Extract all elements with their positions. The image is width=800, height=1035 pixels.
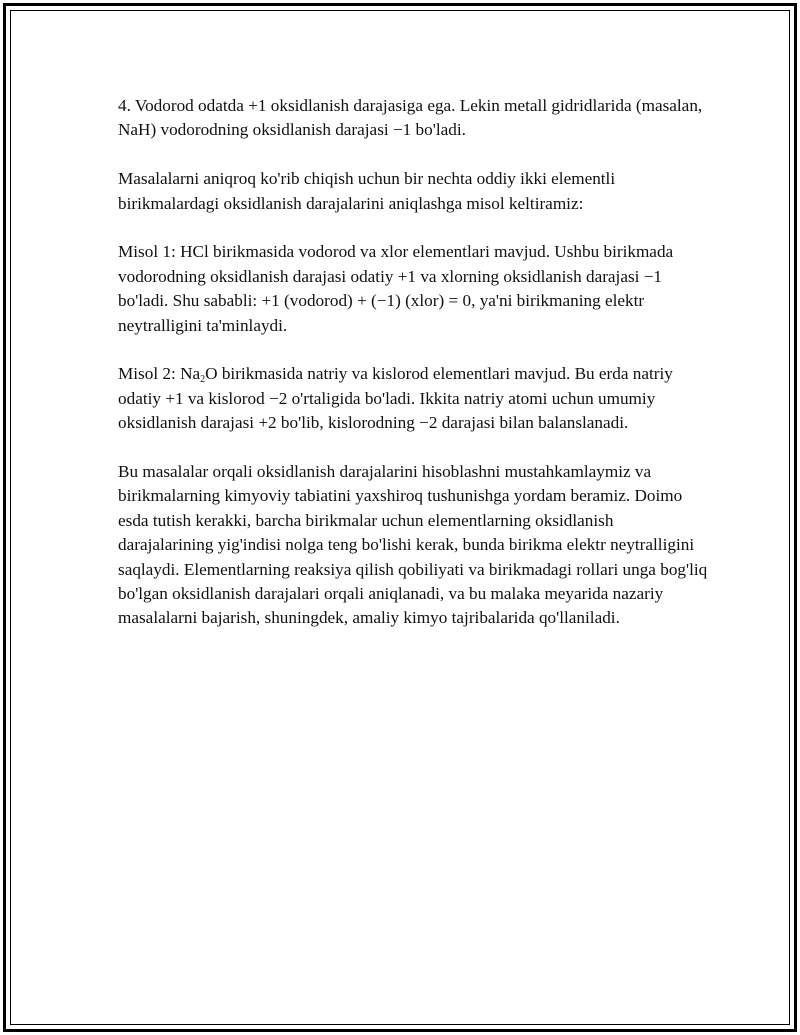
paragraph-example-2 [118,362,708,435]
paragraph-text: 4. Vodorod odatda +1 oksidlanish darajasiga ega. Lekin metall gidridlarida (masalan, NaH) vodorodning oksidlanish darajasi −1 bo'ladi. [118,96,703,140]
paragraph-text: Bu masalalar orqali oksidlanish darajalarini hisoblashni mustahkamlaymiz va birikmalarning kimyoviy tabiatini yaxshiroq tushunishga yordam beramiz. Doimo esda tutish kerakki, barcha birikmalar uchun elementlarning oksidlanish darajalarining yig'indisi nolga teng bo'lishi kerak, bunda birikma elektr neytralligini saqlaydi. Elementlarning reaksiya qilish qobiliyati va birikmadagi rollari unga bog'liq bo'lgan oksidlanish darajalari orqali aniqlanadi, va bu malaka meyarida nazariy masalalarni bajarish, shuningdek, amaliy kimyo tajribalarida qo'llaniladi. [118,462,708,628]
document-body [118,94,708,655]
paragraph-text-prefix: Misol 2: Na [118,364,201,384]
paragraph-text-suffix: O birikmasida natriy va kislorod elementlari mavjud. Bu erda natriy odatiy +1 va kislorod −2 o'rtaligida bo'ladi. Ikkita natriy atomi uchun umumiy oksidlanish darajasi +2 bo'lib, kislorodning −2 darajasi bilan balanslanadi. [118,364,673,433]
paragraph-conclusion [118,460,708,631]
paragraph-text: Misol 1: HCl birikmasida vodorod va xlor elementlari mavjud. Ushbu birikmada vodorodning oksidlanish darajasi odatiy +1 va xlorning oksidlanish darajasi −1 bo'ladi. Shu sababli: +1 (vodorod) + (−1) (xlor) = 0, ya'ni birikmaning elektr neytralligini ta'minlaydi. [118,242,674,335]
paragraph-intro-examples [118,167,708,216]
paragraph-example-1 [118,240,708,338]
formula-subscript: 2 [200,374,206,386]
paragraph-text: Masalalarni aniqroq ko'rib chiqish uchun bir nechta oddiy ikki elementli birikmalardagi oksidlanish darajalarini aniqlashga misol keltiramiz: [118,169,616,213]
paragraph-hydrogen-rule [118,94,708,143]
